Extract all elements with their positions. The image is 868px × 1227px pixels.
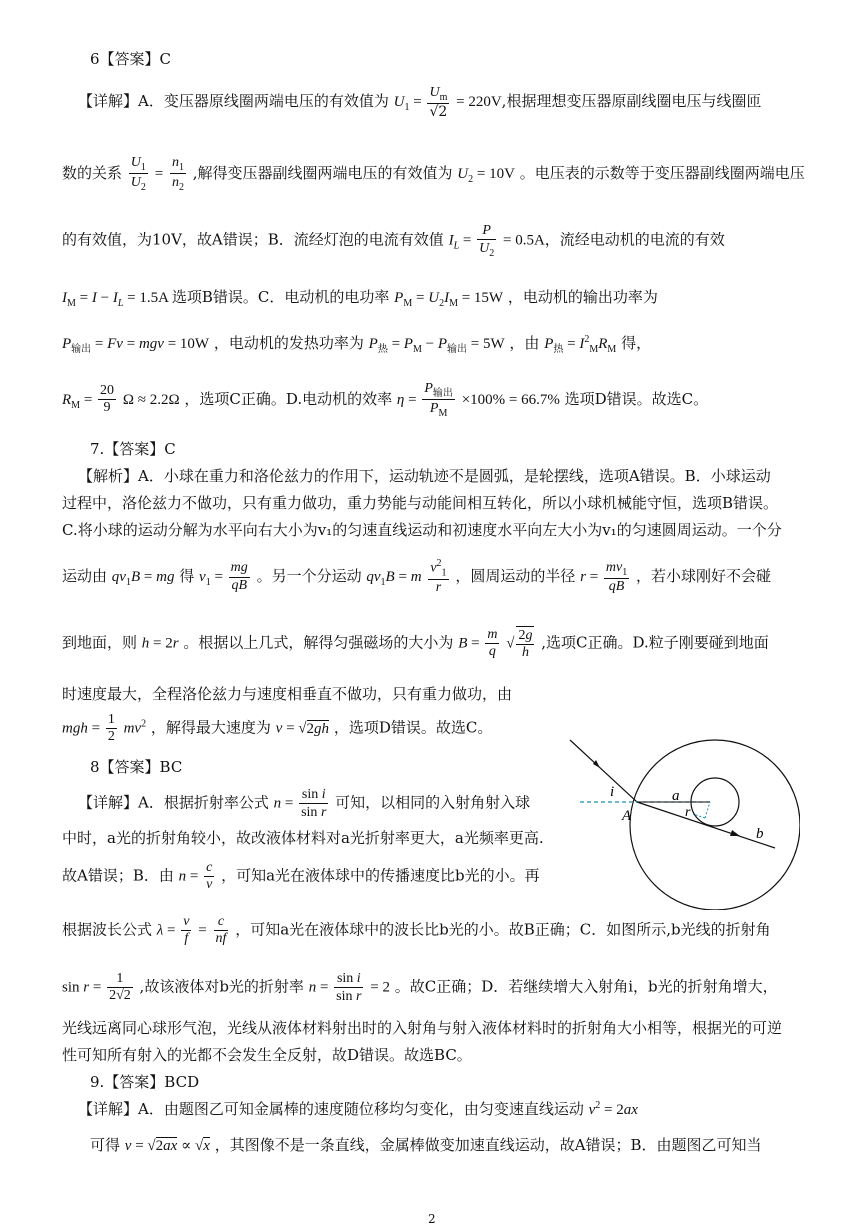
label-a: a: [672, 788, 680, 804]
refraction-diagram: [560, 730, 800, 910]
ray-b: [637, 802, 775, 848]
label-i: i: [610, 784, 615, 800]
q6-line-6: $R_M$ = $\frac{20}{9}$ Ω ≈ 2.2Ω ，选项C正确。D.电动机的效率 η = $\frac{P_{输出}}{P_M}$ ×100% = 66.7% 选项D错误。故选C。: [62, 381, 709, 420]
q6-line-5: $P_{输出} = Fv$ = mgv = 10W ，电动机的发热功率为 $P_热 = P_M - P_{输出} = 5W$ ，由 $P_热 = I^2_MR_M$ 得，: [62, 334, 652, 355]
q7-line-4: 运动由 $qv_1B$ = mg 得 $v_1$ = $\frac{mg}{qB}$ 。另一个分运动 $qv_1B = m$ $\frac{v^2_1}{r}$ ，圆周运动的半径 r = $\frac{mv_1}{qB}$ ，若小球刚好不会碰: [62, 558, 772, 595]
q9-line-2: 可得 v = √2ax ∝ √x ，其图像不是一条直线，金属棒做变加速直线运动，故A错误；B．由题图乙可知当: [90, 1136, 762, 1154]
q8-line-5: sin r = $\frac{1}{2√2}$ ,故该液体对b光的折射率 n = $\frac{\text{sin i}}{\text{sin r}}$ = 2 。故C正确；D．若继续增大入射角i，b光的折射角增大，: [62, 971, 778, 1005]
q8-line-1: 【详解】A．根据折射率公式 n = $\frac{\text{sin i}}{\text{sin r}}$ 可知，以相同的入射角射入球: [78, 787, 531, 821]
q7-line-6: 时速度最大，全程洛伦兹力与速度相垂直不做功，只有重力做功，由: [62, 685, 513, 703]
q7-line-7: mgh = $\frac{1}{2}$ $mv^2$ ，解得最大速度为 v = √2gh ，选项D错误。故选C。: [62, 712, 493, 745]
incident-ray: [570, 740, 637, 802]
label-A: A: [622, 808, 632, 824]
outer-sphere: [630, 740, 800, 910]
q7-line-1: 【解析】A．小球在重力和洛伦兹力的作用下，运动轨迹不是圆弧，是轮摆线，选项A错误。B．小球运动: [78, 467, 771, 485]
q6-line-1: 【详解】A．变压器原线圈两端电压的有效值为 $U_1$ = $\frac{U_m}{√2}$ = 220V,根据理想变压器原副线圈电压与线圈匝: [78, 85, 762, 121]
q6-line-3: 的有效值，为10V，故A错误；B．流经灯泡的电流有效值 $I_L$ = $\frac{P}{U_2}$ = 0.5A，流经电动机的电流的有效: [62, 223, 725, 259]
label-r: r: [685, 805, 691, 820]
page-number: 2: [428, 1212, 436, 1226]
incident-arrow: [593, 760, 600, 768]
q7-line-2: 过程中，洛伦兹力不做功，只有重力做功，重力势能与动能间相互转化，所以小球机械能守恒，选项B错误。: [62, 494, 779, 512]
label-b: b: [756, 826, 764, 842]
q6-heading: 6【答案】C: [90, 50, 172, 68]
q6-line-4: $I_M = I - I_L = 1.5A$ 选项B错误。C．电动机的电功率 $P_M = U_2I_M = 15W$ ，电动机的输出功率为: [62, 288, 658, 309]
q8-line-4: 根据波长公式 λ = $\frac{v}{f}$ = $\frac{c}{nf}$ ，可知a光在液体球中的波长比b光的小。故B正确；C．如图所示,b光线的折射角: [62, 914, 771, 947]
q8-line-2: 中时，a光的折射角较小，故改液体材料对a光折射率更大，a光频率更高.: [62, 829, 544, 847]
q9-line-1: 【详解】A．由题图乙可知金属棒的速度随位移均匀变化，由匀变速直线运动 $v^2 = 2ax$: [78, 1100, 638, 1118]
ray-b-arrow: [730, 830, 740, 836]
q8-line-7: 性可知所有射入的光都不会发生全反射，故D错误。故选BC。: [62, 1046, 472, 1064]
q8-line-6: 光线远离同心球形气泡，光线从液体材料射出时的入射角与射入液体材料时的折射角大小相等，根据光的可逆: [62, 1019, 783, 1037]
q6-line-2: 数的关系 $\frac{U_1}{U_2}$ = $\frac{n_1}{n_2}$ ,解得变压器副线圈两端电压的有效值为 $U_2 = 10V$ 。电压表的示数等于变压器副线圈两端电压: [62, 155, 805, 194]
q9-heading: 9.【答案】BCD: [90, 1073, 200, 1091]
q8-heading: 8【答案】BC: [90, 758, 183, 776]
q7-line-3: C.将小球的运动分解为水平向右大小为v₁的匀速直线运动和初速度水平向左大小为v₁的匀速圆周运动。一个分: [62, 521, 782, 539]
q7-heading: 7.【答案】C: [90, 440, 176, 458]
q7-line-5: 到地面，则 h = 2r 。根据以上几式，解得匀强磁场的大小为 B = $\frac{m}{q}$ √ $\frac{2g}{h}$ ,选项C正确。D.粒子刚要碰到地面: [62, 627, 769, 661]
q8-line-3: 故A错误；B．由 n = $\frac{c}{v}$ ，可知a光在液体球中的传播速度比b光的小。再: [62, 860, 540, 893]
